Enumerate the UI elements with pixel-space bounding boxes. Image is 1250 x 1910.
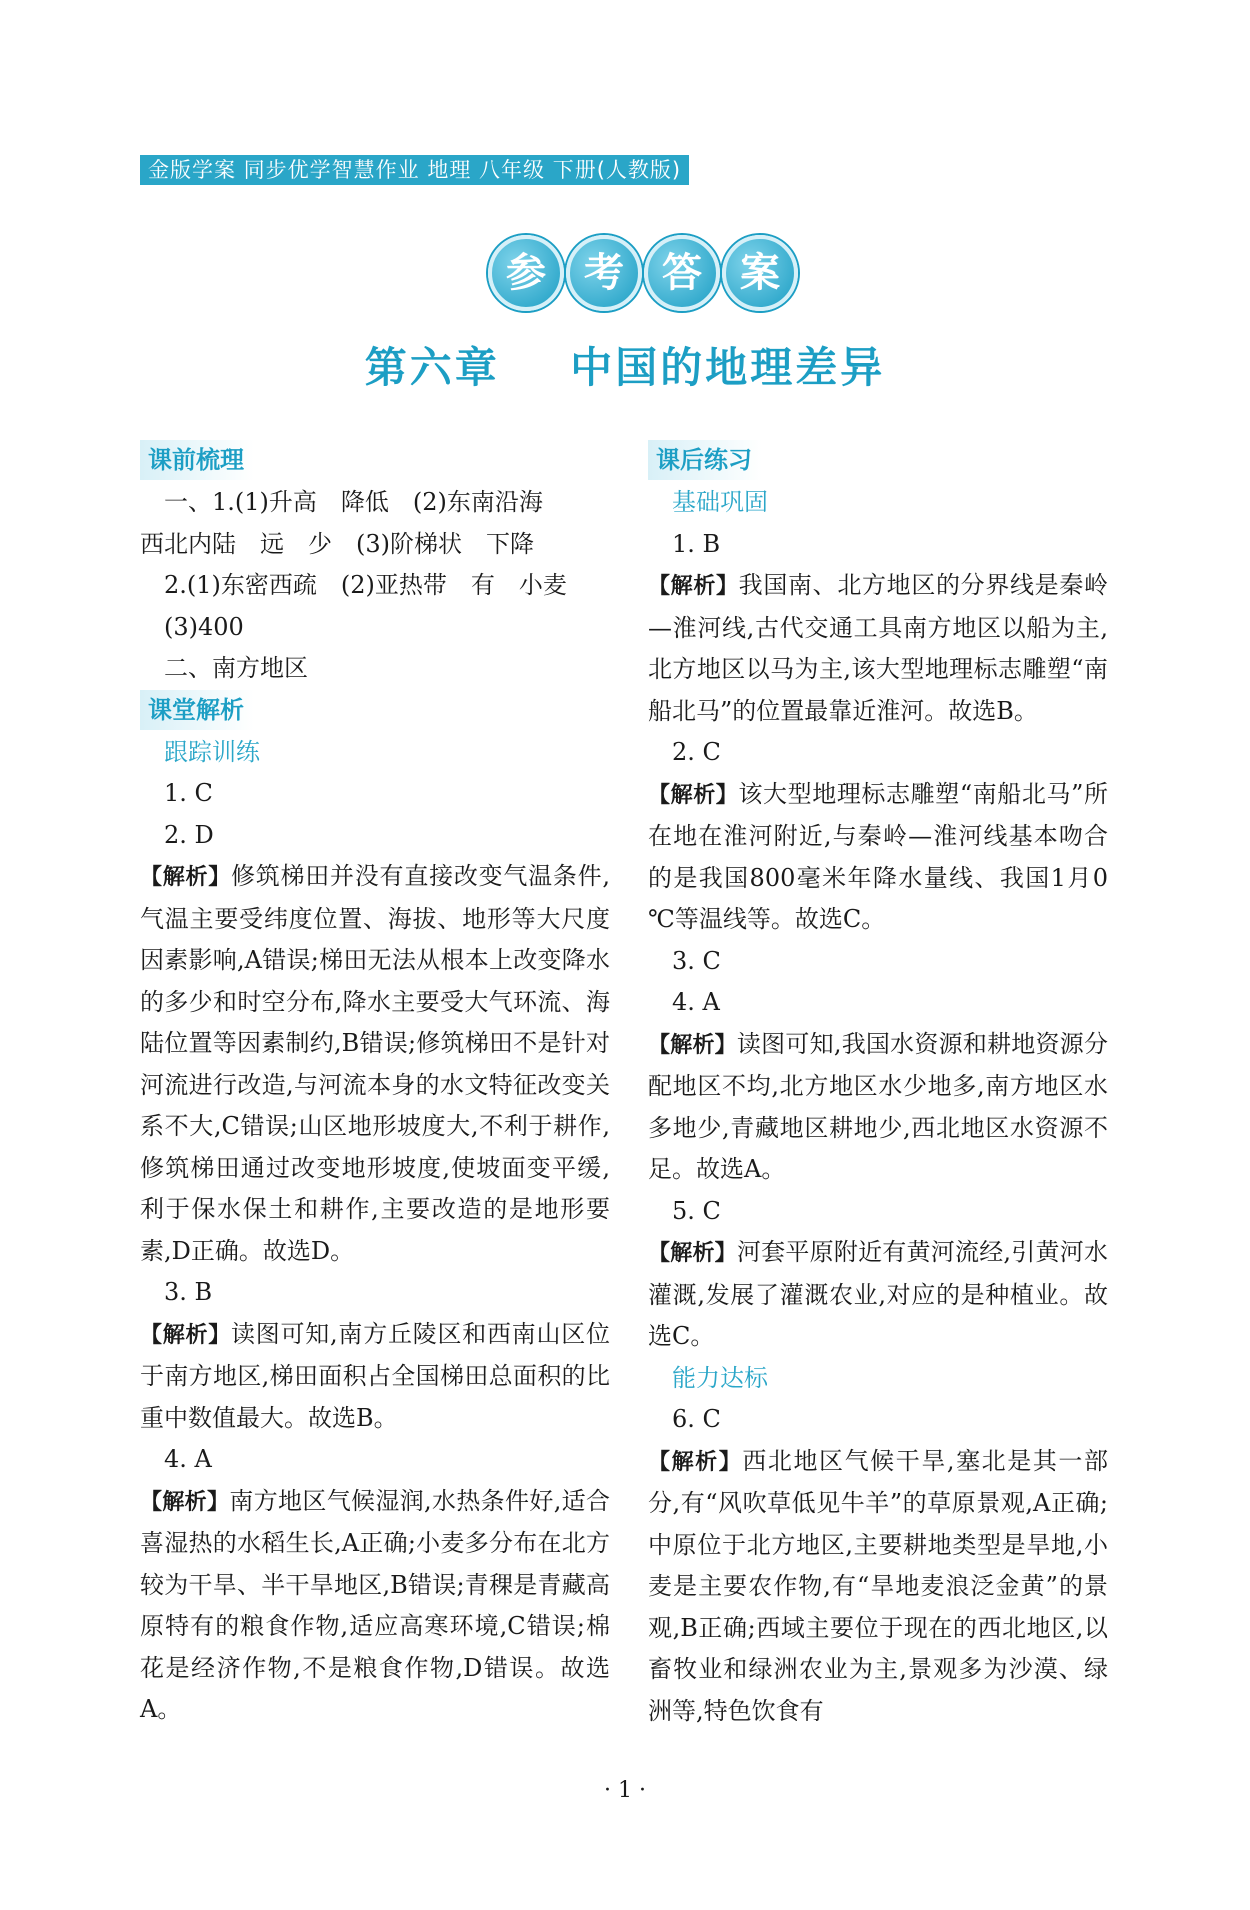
subsection-heading: 跟踪训练 — [164, 737, 260, 766]
chapter-title: 第六章 中国的地理差异 — [364, 343, 886, 392]
answer-item: 1. B — [672, 529, 721, 558]
explanation — [648, 1024, 1108, 1191]
explanation-tag: 【解析】 — [140, 865, 232, 890]
explanation-tag: 【解析】 — [648, 574, 739, 599]
explanation-text: 河套平原附近有黄河流经,引黄河水灌溉,发展了灌溉农业,对应的是种植业。故选C。 — [648, 1238, 1108, 1350]
answer-title-char: 案 — [722, 235, 798, 311]
explanation-tag: 【解析】 — [140, 1322, 232, 1348]
explanation-text: 南方地区气候湿润,水热条件好,适合喜湿热的水稻生长,A正确;小麦多分布在北方较为干旱、半干旱地区,B错误;青稞是青藏高原特有的粮食作物,适应高寒环境,C错误;棉花是经济作物,不是粮食作物,D错误。故选A。 — [140, 1486, 610, 1723]
explanation-text: 该大型地理标志雕塑“南船北马”所在地在淮河附近,与秦岭—淮河线基本吻合的是我国800毫米年降水量线、我国1月0 ℃等温线等。故选C。 — [648, 779, 1108, 933]
explanation-text: 我国南、北方地区的分界线是秦岭—淮河线,古代交通工具南方地区以船为主,北方地区以马为主,该大型地理标志雕塑“南船北马”的位置最靠近淮河。故选B。 — [648, 571, 1108, 725]
explanation-text: 西北地区气候干旱,塞北是其一部分,有“风吹草低见牛羊”的草原景观,A正确;中原位于北方地区,主要耕地类型是旱地,小麦是主要农作物,有“旱地麦浪泛金黄”的景观,B正确;西域主要位于现在的西北地区,以畜牧业和绿洲农业为主,景观多为沙漠、绿洲等,特色饮食有 — [648, 1446, 1108, 1725]
explanation-tag: 【解析】 — [648, 1032, 737, 1058]
answer-item: 6. C — [672, 1405, 721, 1433]
answer-item: 2. D — [164, 820, 214, 849]
section-heading-class: 课堂解析 — [140, 690, 254, 730]
explanation-text: 修筑梯田并没有直接改变气温条件,气温主要受纬度位置、海拔、地形等大尺度因素影响,A错误;梯田无法从根本上改变降水的多少和时空分布,降水主要受大气环流、海陆位置等因素制约,B错误;修筑梯田不是针对河流进行改造,与河流本身的水文特征改变关系不大,C错误;山区地形坡度大,不利于耕作,修筑梯田通过改变地形坡度,使坡面变平缓,利于保水保土和耕作,主要改造的是地形要素,D正确。故选D。 — [140, 862, 610, 1265]
subsection-heading: 基础巩固 — [672, 488, 768, 516]
section-heading-preview: 课前梳理 — [140, 440, 254, 480]
explanation — [140, 856, 610, 1272]
page-number: · 1 · — [604, 1778, 646, 1803]
explanation — [140, 1481, 610, 1731]
answer-item: 1. C — [164, 779, 213, 807]
answer-item: 3. B — [164, 1278, 213, 1306]
explanation-tag: 【解析】 — [140, 1489, 230, 1515]
answer-key-title — [488, 235, 798, 311]
answer-title-char: 答 — [644, 235, 720, 311]
left-column — [140, 440, 610, 1731]
explanation-text: 读图可知,我国水资源和耕地资源分配地区不均,北方地区水少地多,南方地区水多地少,青藏地区耕地少,西北地区水资源不足。故选A。 — [648, 1029, 1108, 1183]
subsection-heading: 能力达标 — [672, 1363, 768, 1392]
explanation — [648, 565, 1108, 732]
right-column — [648, 440, 1108, 1732]
explanation — [648, 1441, 1108, 1733]
section-heading-practice: 课后练习 — [648, 440, 762, 480]
explanation — [140, 1314, 610, 1440]
answer-item: 2. C — [672, 738, 721, 766]
answer-line: 二、南方地区 — [164, 654, 308, 682]
answer-item: 3. C — [672, 946, 721, 975]
answer-item: 5. C — [672, 1196, 721, 1225]
answer-line: 2.(1)东密西疏 (2)亚热带 有 小麦 — [164, 571, 567, 599]
explanation-tag: 【解析】 — [648, 1241, 737, 1266]
answer-line: 西北内陆 远 少 (3)阶梯状 下降 — [140, 529, 534, 558]
answer-line: 一、1.(1)升高 降低 (2)东南沿海 — [164, 488, 543, 516]
answer-line: (3)400 — [164, 612, 244, 641]
explanation-tag: 【解析】 — [648, 1449, 743, 1475]
answer-item: 4. A — [164, 1445, 212, 1473]
explanation-text: 读图可知,南方丘陵区和西南山区位于南方地区,梯田面积占全国梯田总面积的比重中数值最大。故选B。 — [140, 1319, 610, 1432]
book-title-banner: 金版学案 同步优学智慧作业 地理 八年级 下册(人教版) — [140, 155, 689, 185]
answer-title-char: 参 — [488, 235, 564, 311]
answer-item: 4. A — [672, 988, 720, 1016]
answer-title-char: 考 — [566, 235, 642, 311]
explanation-tag: 【解析】 — [648, 782, 739, 808]
explanation — [648, 774, 1108, 941]
explanation — [648, 1232, 1108, 1358]
